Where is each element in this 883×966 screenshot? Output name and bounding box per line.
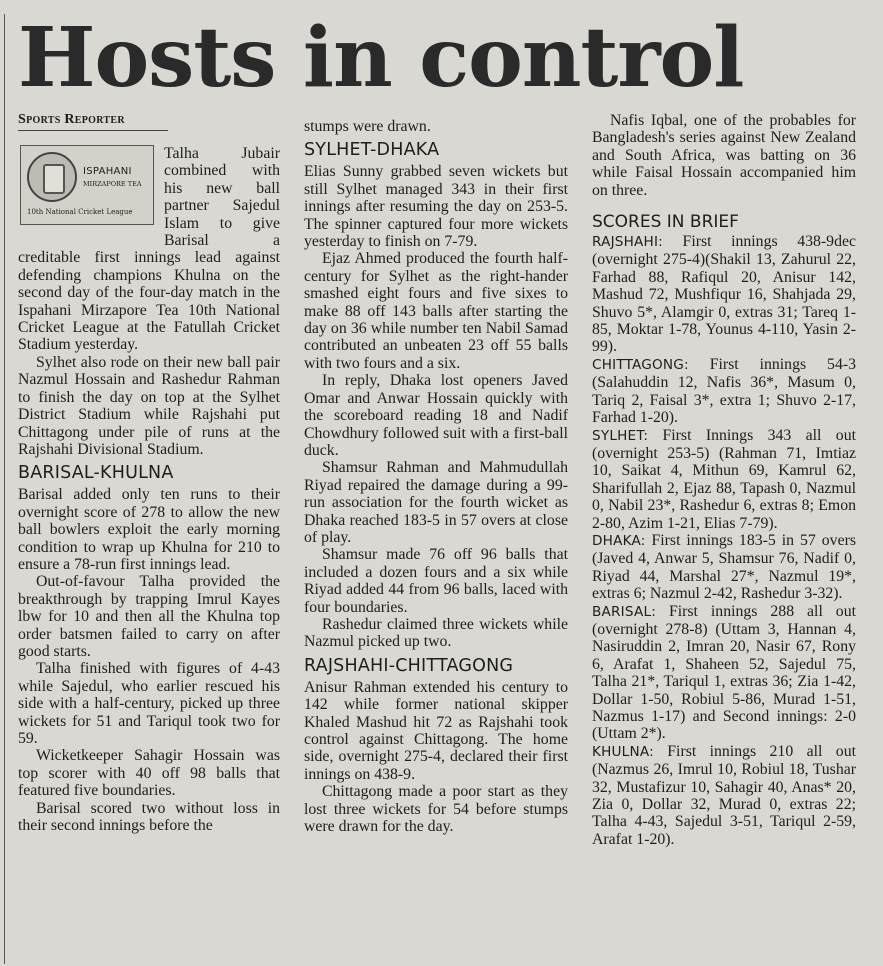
score-details: First innings 210 all out (Nazmus 26, Imrul 10, Robiul 18, Tushar 32, Mustafizur 10, Sahagir 40, Anas* 20, Zia 0, Dollar 32, Murad 0, extras 22; Talha 4-43, Sajedul 3-51, Tariqul 2-59, Arafat 1-20).	[592, 742, 856, 848]
paragraph: Nafis Iqbal, one of the probables for Bangladesh's series against New Zealand and South Africa, was batting on 36 while Faisal Hossain accompanied him on three.	[592, 112, 856, 199]
continued-text: stumps were drawn.	[304, 118, 431, 135]
score-entry	[592, 427, 856, 532]
paragraph: Shamsur made 76 off 96 balls that included a dozen fours and a six while Riyad added 44 from 96 balls, laced with four boundaries.	[304, 546, 568, 616]
sponsor-logo	[20, 145, 154, 225]
paragraph: Ejaz Ahmed produced the fourth half-century for Sylhet as the right-hander smashed eight fours and five sixes to make 88 off 143 balls after starting the day on 36 while number ten Nabil Samad contributed an unbeaten 23 off 55 balls with two fours and a six.	[304, 250, 568, 372]
logo-sub: MIRZAPORE TEA	[83, 180, 142, 188]
byline: Sports Reporter	[18, 112, 168, 131]
column-2	[304, 118, 568, 835]
score-entry	[592, 532, 856, 603]
tea-emblem-icon	[27, 152, 77, 202]
paragraph: In reply, Dhaka lost openers Javed Omar and Anwar Hossain quickly with the scoreboard reading 18 and Nadif Chowdhury followed suit with a first-ball duck.	[304, 372, 568, 459]
score-details: First innings 54-3 (Salahuddin 12, Nafis 36*, Masum 0, Tariq 2, Faisal 3*, extra 1; Shuvo 2-17, Farhad 1-20).	[592, 355, 856, 427]
team-name: KHULNA:	[592, 743, 654, 760]
column-3	[592, 112, 856, 848]
scores-in-brief-title: SCORES IN BRIEF	[592, 212, 739, 233]
score-details: First innings 438-9dec (overnight 275-4)(Shakil 13, Zahurul 22, Farhad 88, Rafiqul 20, Anisur 142, Mashud 72, Mushfiqur 16, Shahjada 29, Shuvo 5*, Alamgir 0, extras 31; Tareq 1-85, Moktar 1-78, Younus 4-110, Yasin 2-99).	[592, 233, 856, 356]
team-name: SYLHET:	[592, 427, 649, 444]
paragraph: Barisal scored two without loss in their second innings before the	[18, 799, 280, 835]
subhead-rajshahi-chittagong: RAJSHAHI-CHITTAGONG	[304, 655, 514, 676]
team-name: BARISAL:	[592, 603, 657, 620]
paragraph: Wicketkeeper Sahagir Hossain was top scorer with 40 off 98 balls that featured five boundaries.	[18, 747, 280, 800]
score-entry	[592, 743, 856, 848]
logo-brand: ISPAHANI	[83, 166, 132, 177]
team-name: CHITTAGONG:	[592, 356, 689, 373]
team-name: RAJSHAHI:	[592, 234, 663, 251]
paragraph: Sylhet also rode on their new ball pair Nazmul Hossain and Rashedur Rahman to finish the day on top at the Sylhet District Stadium while Rajshahi put Chittagong under pile of runs at the Rajshahi Divisional Stadium.	[18, 353, 280, 458]
score-details: First innings 288 all out (overnight 278-8) (Uttam 3, Hannan 4, Nasiruddin 2, Imran 20, Nasir 67, Rony 6, Arafat 1, Shaheen 52, Sajedul 75, Talha 21*, Tariqul 1, extras 36; Zia 1-42, Dollar 1-50, Robiul 5-86, Murad 1-51, Nazmus 1-17) and Second innings: 2-0 (Uttam 2*).	[592, 602, 856, 743]
team-name: DHAKA:	[592, 532, 646, 549]
paragraph: Out-of-favour Talha provided the breakthrough by trapping Imrul Kayes lbw for 10 and then all the Khulna top order batsmen failed to carry on after good starts.	[18, 573, 280, 660]
paragraph: Chittagong made a poor start as they lost three wickets for 54 before stumps were drawn for the day.	[304, 783, 568, 836]
paragraph: Anisur Rahman extended his century to 142 while former national skipper Khaled Mashud hit 72 as Rajshahi took control against Chittagong. The home side, overnight 275-4, declared their first innings on 438-9.	[304, 678, 568, 783]
score-details: First innings 183-5 in 57 overs (Javed 4, Anwar 5, Shamsur 76, Nadif 0, Riyad 44, Marshal 27*, Nazmul 19*, extras 6; Nazmul 2-42, Rashedur 3-32).	[592, 531, 856, 603]
score-entry	[592, 233, 856, 356]
subhead-barisal-khulna: BARISAL-KHULNA	[18, 463, 174, 484]
paragraph: Rashedur claimed three wickets while Nazmul picked up two.	[304, 615, 568, 651]
column-rule	[4, 14, 5, 964]
score-entry	[592, 356, 856, 427]
intro-paragraph: Talha Jubair combined with his new ball partner Sajedul Islam to give Barisal a creditable first innings lead against defending champions Khulna on the second day of the four-day match in the Ispahani Mirzapore Tea 10th National Cricket League at the Fatullah Cricket Stadium yesterday.	[18, 145, 280, 354]
paragraph: Talha finished with figures of 4-43 while Sajedul, who earlier rescued his side with a half-century, picked up three wickets for 51 and Tariqul took two for 59.	[18, 660, 280, 747]
paragraph: Elias Sunny grabbed seven wickets but still Sylhet managed 343 in their first innings after resuming the day on 253-5. The spinner captured four more wickets yesterday to finish on 7-79.	[304, 163, 568, 251]
paragraph: Shamsur Rahman and Mahmudullah Riyad repaired the damage during a 99-run association for the fourth wicket as Dhaka reached 183-5 in 57 overs at close of play.	[304, 459, 568, 546]
column-1	[18, 112, 280, 834]
score-details: First Innings 343 all out (overnight 253-5) (Rahman 71, Imtiaz 10, Saikat 4, Mithun 69, Kamrul 62, Sharifullah 2, Ejaz 88, Tapash 0, Nazmul 0, Nabil 23*, Rashedur 6, extras 8; Emon 2-80, Azim 1-21, Elias 7-79).	[592, 426, 856, 532]
score-entry	[592, 603, 856, 743]
headline: Hosts in control	[18, 10, 744, 106]
logo-league: 10th National Cricket League	[27, 208, 133, 216]
paragraph: Barisal added only ten runs to their overnight score of 278 to allow the new ball bowlers exploit the early morning condition to wrap up Khulna for 210 to ensure a 78-run first innings lead.	[18, 486, 280, 573]
sponsor-logo-box	[18, 145, 158, 231]
subhead-sylhet-dhaka: SYLHET-DHAKA	[304, 140, 440, 161]
